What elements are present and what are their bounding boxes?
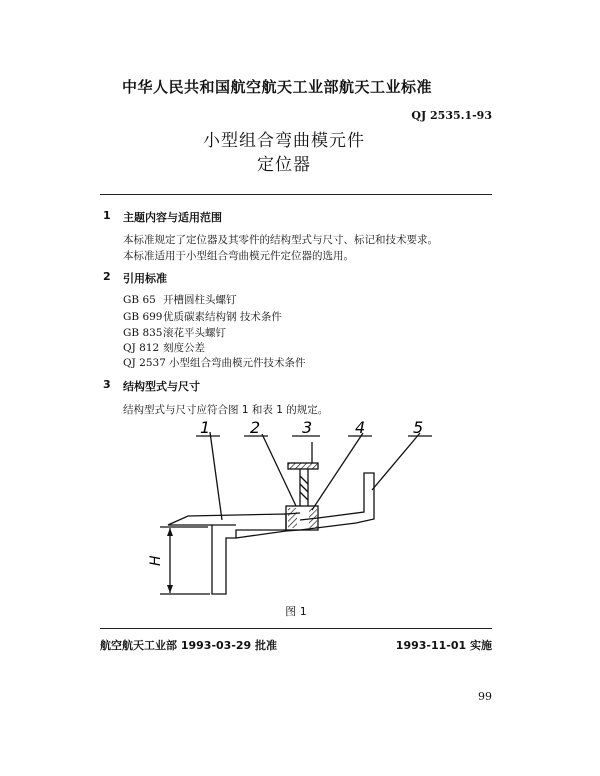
section-1-title: 主题内容与适用范围 bbox=[123, 211, 222, 224]
footer-divider bbox=[100, 628, 492, 629]
callout-4: 4 bbox=[355, 418, 366, 437]
base-body bbox=[168, 514, 286, 594]
approval-line: 航空航天工业部 1993-03-29 批准 bbox=[100, 639, 278, 652]
document-title: 小型组合弯曲模元件 bbox=[203, 131, 365, 151]
section-3-title: 结构型式与尺寸 bbox=[123, 380, 200, 393]
page-number: 99 bbox=[478, 690, 492, 703]
callout-3: 3 bbox=[302, 418, 313, 437]
reference-code: GB 835 bbox=[123, 327, 163, 339]
section-1-paragraph-2: 本标准适用于小型组合弯曲模元件定位器的选用。 bbox=[123, 250, 354, 262]
issuing-authority: 中华人民共和国航空航天工业部航天工业标准 bbox=[122, 78, 433, 96]
section-2-number: 2 bbox=[103, 270, 111, 283]
section-1-paragraph-1: 本标准规定了定位器及其零件的结构型式与尺寸、标记和技术要求。 bbox=[123, 234, 438, 246]
figure-caption: 图 1 bbox=[285, 605, 307, 618]
reference-code: GB 65 bbox=[123, 294, 156, 306]
reference-code: QJ 812 bbox=[123, 342, 160, 354]
reference-code: GB 699 bbox=[123, 311, 163, 323]
reference-code: QJ 2537 bbox=[123, 357, 166, 369]
section-2-title: 引用标准 bbox=[123, 272, 167, 285]
section-3-paragraph: 结构型式与尺寸应符合图 1 和表 1 的规定。 bbox=[123, 404, 329, 416]
reference-name: 小型组合弯曲模元件技术条件 bbox=[169, 357, 306, 369]
standard-code: QJ 2535.1-93 bbox=[411, 109, 492, 122]
implementation-date: 1993-11-01 实施 bbox=[395, 639, 492, 652]
document-subtitle: 定位器 bbox=[257, 155, 311, 175]
dimension-h-label: H bbox=[148, 555, 164, 566]
callout-1: 1 bbox=[200, 418, 211, 437]
callout-5: 5 bbox=[413, 418, 424, 437]
section-3-number: 3 bbox=[103, 378, 111, 391]
reference-name: 优质碳素结构钢 技术条件 bbox=[163, 311, 282, 323]
section-1-number: 1 bbox=[103, 209, 111, 222]
reference-name: 刻度公差 bbox=[163, 342, 205, 354]
reference-name: 滚花平头螺钉 bbox=[163, 327, 226, 339]
reference-name: 开槽圆柱头螺钉 bbox=[163, 294, 237, 306]
callout-2: 2 bbox=[250, 418, 261, 437]
